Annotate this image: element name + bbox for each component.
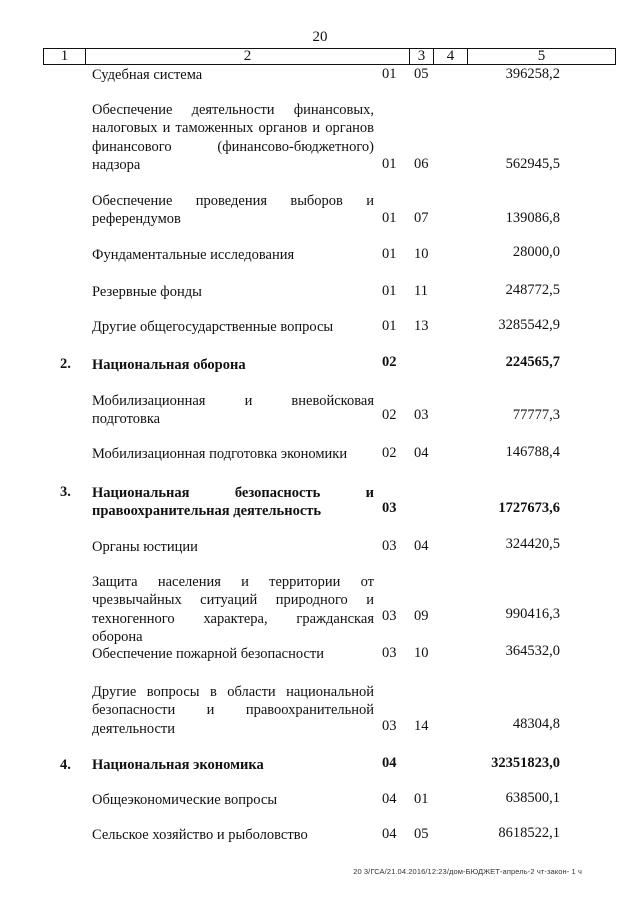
- row-section-code: 03: [382, 718, 397, 734]
- row-section-code: 03: [382, 608, 397, 624]
- row-amount: 638500,1: [505, 790, 560, 806]
- row-name: Мобилизационная подготовка экономики: [92, 446, 348, 462]
- row-amount: 324420,5: [505, 536, 560, 552]
- row-section-code: 01: [382, 66, 397, 82]
- page-number: 20: [312, 29, 328, 45]
- row-name: Другие общегосударственные вопросы: [92, 319, 334, 335]
- row-section-code: 01: [382, 318, 397, 334]
- row-section-code: 02: [382, 445, 397, 461]
- row-amount: 396258,2: [505, 66, 560, 82]
- row-name: Обеспечение пожарной безопасности: [92, 646, 325, 662]
- row-subsection-code: 03: [414, 407, 429, 423]
- row-section-code: 01: [382, 283, 397, 299]
- row-subsection-code: 10: [414, 645, 429, 661]
- row-section-code: 03: [382, 538, 397, 554]
- row-name: Общеэкономические вопросы: [92, 792, 278, 808]
- row-amount: 146788,4: [505, 444, 560, 460]
- row-section-code: 01: [382, 246, 397, 262]
- row-section-code: 01: [382, 210, 397, 226]
- column-number-3: 3: [410, 49, 434, 65]
- row-amount: 8618522,1: [498, 825, 560, 841]
- row-amount: 364532,0: [505, 643, 560, 659]
- row-subsection-code: 01: [414, 791, 429, 807]
- row-subsection-code: 13: [414, 318, 429, 334]
- row-amount: 990416,3: [505, 606, 560, 622]
- row-section-code: 04: [382, 755, 397, 771]
- row-amount: 3285542,9: [498, 317, 560, 333]
- row-name: Обеспечение проведения выборов и референдумов: [92, 193, 374, 228]
- row-subsection-code: 07: [414, 210, 429, 226]
- column-header-table: [43, 48, 616, 65]
- row-subsection-code: 05: [414, 66, 429, 82]
- section-amount: 1727673,6: [498, 500, 560, 516]
- row-subsection-code: 14: [414, 718, 429, 734]
- document-footer-stamp: 20 3/ГСА/21.04.2016/12:23/дом-БЮДЖЕТ-апрель-2 чт-закон- 1 ч: [353, 867, 582, 876]
- section-amount: 32351823,0: [491, 755, 560, 771]
- section-name: Национальная оборона: [92, 357, 246, 373]
- row-name: Сельское хозяйство и рыболовство: [92, 827, 308, 843]
- row-subsection-code: 10: [414, 246, 429, 262]
- row-amount: 248772,5: [505, 282, 560, 298]
- row-amount: 77777,3: [512, 407, 560, 423]
- column-number-4: 4: [434, 49, 468, 65]
- row-subsection-code: 09: [414, 608, 429, 624]
- section-number: 2.: [60, 356, 71, 372]
- row-section-code: 03: [382, 645, 397, 661]
- row-amount: 48304,8: [512, 716, 560, 732]
- row-subsection-code: 04: [414, 445, 429, 461]
- row-amount: 562945,5: [505, 156, 560, 172]
- row-name: Органы юстиции: [92, 539, 198, 555]
- row-subsection-code: 11: [414, 283, 428, 299]
- row-section-code: 02: [382, 407, 397, 423]
- row-section-code: 04: [382, 826, 397, 842]
- row-name: Фундаментальные исследования: [92, 247, 295, 263]
- row-amount: 28000,0: [512, 244, 560, 260]
- row-name: Резервные фонды: [92, 284, 202, 300]
- row-subsection-code: 05: [414, 826, 429, 842]
- section-name: Национальная экономика: [92, 757, 264, 773]
- row-amount: 139086,8: [505, 210, 560, 226]
- row-subsection-code: 06: [414, 156, 429, 172]
- section-number: 4.: [60, 757, 71, 773]
- row-section-code: 03: [382, 500, 397, 516]
- section-amount: 224565,7: [505, 354, 560, 370]
- row-name: Мобилизационная и вневойсковая подготовка: [92, 393, 374, 428]
- column-number-2: 2: [86, 49, 410, 65]
- column-number-5: 5: [468, 49, 616, 65]
- row-name: Другие вопросы в области национальной безопасности и правоохранительной деятельности: [92, 684, 374, 737]
- section-number: 3.: [60, 484, 71, 500]
- row-subsection-code: 04: [414, 538, 429, 554]
- section-name: Национальная безопасность и правоохранительная деятельность: [92, 485, 374, 520]
- row-name: Защита населения и территории от чрезвычайных ситуаций природного и техногенного характера, гражданская оборона: [92, 574, 374, 645]
- row-section-code: 02: [382, 354, 397, 370]
- row-section-code: 01: [382, 156, 397, 172]
- row-name: Обеспечение деятельности финансовых, налоговых и таможенных органов и органов финансового (финансово-бюджетного) надзора: [92, 102, 374, 173]
- row-name: Судебная система: [92, 67, 203, 83]
- row-section-code: 04: [382, 791, 397, 807]
- column-number-1: 1: [44, 49, 86, 65]
